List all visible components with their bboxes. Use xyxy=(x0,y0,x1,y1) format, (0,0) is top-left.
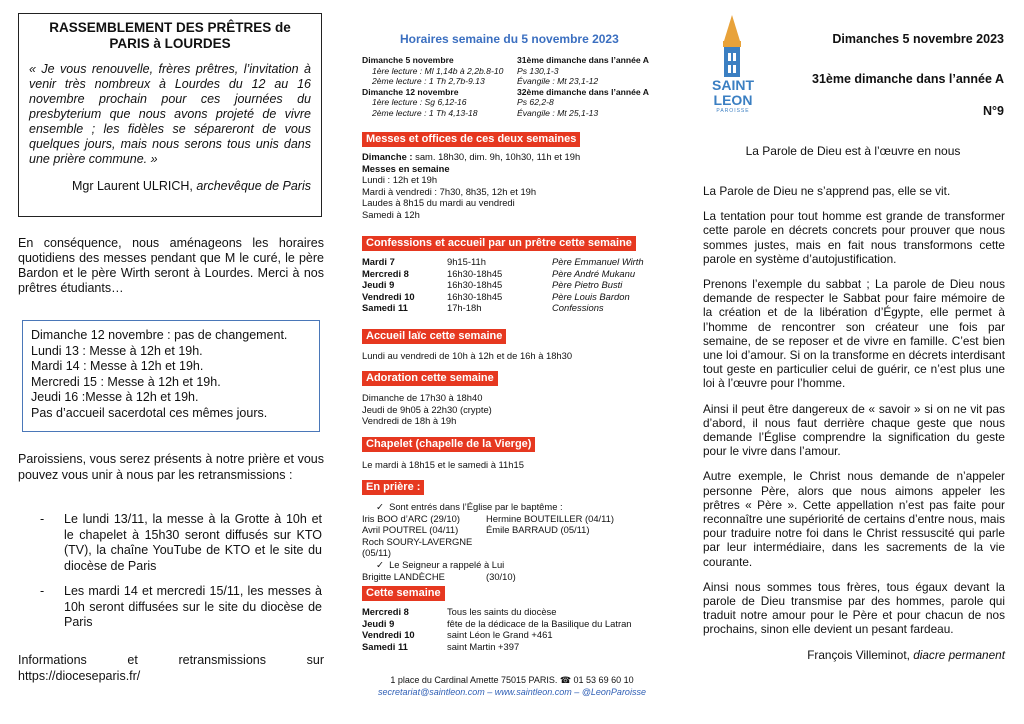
confession-day: Vendredi 10 xyxy=(362,290,415,302)
confession-day: Mercredi 8 xyxy=(362,267,409,279)
reading-line: 2ème lecture : 1 Th 4,13-18 xyxy=(372,107,478,118)
schedule-line: Lundi 13 : Messe à 12h et 19h. xyxy=(31,343,203,358)
confession-priest: Père Pietro Busti xyxy=(552,279,623,291)
bullet-dash: - xyxy=(40,512,45,526)
schedule-line: Dimanche 12 novembre : pas de changement. xyxy=(31,328,288,342)
reading-day: Dimanche 12 novembre xyxy=(362,86,459,97)
mass-line: Mardi à vendredi : 7h30, 8h35, 12h et 19h xyxy=(362,185,537,197)
reading-line: 2ème lecture : 1 Th 2,7b-9.13 xyxy=(372,76,485,86)
reading-line: 1ère lecture : Sg 6,12-16 xyxy=(372,97,467,107)
adoration-line: Vendredi de 18h à 19h xyxy=(362,415,457,427)
confession-time: 9h15-11h xyxy=(447,256,486,267)
reading-psalm: Ps 62,2-8 xyxy=(517,97,554,107)
adoration-line: Dimanche de 17h30 à 18h40 xyxy=(362,392,483,403)
broadcast-intro: Paroissiens, vous serez présents à notre prière et vous pouvez vous unir à nous par les retransmissions : xyxy=(18,452,324,482)
confession-priest: Père André Mukanu xyxy=(552,267,636,279)
info-line xyxy=(18,653,324,684)
schedule-line: Jeudi 16 :Messe à 12h et 19h. xyxy=(31,390,199,404)
confession-time: 16h30-18h45 xyxy=(447,290,503,302)
parish-footer xyxy=(362,674,662,698)
check-icon: ✓ xyxy=(376,558,384,570)
deacon-role: diacre permanent xyxy=(913,647,1005,662)
accueil-text: Lundi au vendredi de 10h à 12h et de 16h à 18h30 xyxy=(362,350,573,361)
archbishop-role: archevêque de Paris xyxy=(196,179,311,193)
mass-line: Lundi : 12h et 19h xyxy=(362,174,438,186)
confession-priest: Père Emmanuel Wirth xyxy=(552,256,644,267)
deceased-intro: Le Seigneur a rappelé à Lui xyxy=(389,558,505,570)
confession-priest: Père Louis Bardon xyxy=(552,290,630,302)
baptized-name: Avril POUTREL (04/11) xyxy=(362,524,459,536)
reading-sunday: 32ème dimanche dans l’année A xyxy=(517,86,649,97)
feast-text: saint Martin +397 xyxy=(447,640,520,652)
mass-line: Samedi à 12h xyxy=(362,208,420,220)
reading-psalm: Ps 130,1-3 xyxy=(517,65,559,76)
editorial-paragraph: Prenons l’exemple du sabbat ; La parole de Dieu nous demande de respecter le Sabbat pour faire mémoire de la création et de la libération d’Égypte, elle permet à l’homme de rencontrer son créateur une fois par semaine, de se reposer et de vivre en famille. C’est bien une loi d’amour. Si on la transforme en décrets interdisant tout geste en particulier celui de guérir, ce n’est plus une loi à l’œuvre pour l’homme. xyxy=(703,277,1005,391)
schedule-box xyxy=(22,320,320,432)
confession-time: 16h30-18h45 xyxy=(447,279,503,291)
masses-block xyxy=(362,151,662,221)
weekday-label: Messes en semaine xyxy=(362,162,450,174)
reading-line: 1ère lecture : Ml 1,14b à 2,2b.8-10 xyxy=(372,65,504,76)
archbishop-signature xyxy=(29,179,311,193)
section-heading-accueil: Accueil laïc cette semaine xyxy=(362,329,506,344)
editorial-body xyxy=(703,184,1005,662)
feast-day: Jeudi 9 xyxy=(362,617,395,629)
lourdes-box-title: RASSEMBLEMENT DES PRÊTRES de PARIS à LOURDES xyxy=(49,20,291,51)
feast-day: Mercredi 8 xyxy=(362,606,409,617)
section-heading-chapelet: Chapelet (chapelle de la Vierge) xyxy=(362,437,535,452)
reading-gospel: Évangile : Mt 25,1-13 xyxy=(517,107,599,118)
baptized-name: Hermine BOUTEILLER (04/11) xyxy=(486,512,614,524)
archbishop-quote: « Je vous renouvelle, frères prêtres, l’invitation à venir très nombreux à Lourdes du 12 au 16 novembre prochain pour ces journées du presbyterium que nous avons projeté de vivre ensemble ; les fidèles se sépareront de vous quelques jours, mais nous serons tous unis dans une prière commune. » xyxy=(29,62,311,166)
logo-small: PAROISSE xyxy=(716,108,750,114)
lourdes-box xyxy=(18,13,322,217)
archbishop-name: Mgr Laurent ULRICH, xyxy=(71,179,193,193)
parish-logo-text xyxy=(703,78,763,115)
deacon-name: François Villeminot, xyxy=(807,647,910,662)
info-word: et xyxy=(127,653,138,667)
editorial-paragraph: La Parole de Dieu ne s’apprend pas, elle se vit. xyxy=(703,184,951,198)
schedule-line: Pas d’accueil sacerdotal ces mêmes jours. xyxy=(31,405,268,420)
baptism-intro: Sont entrés dans l’Église par le baptême : xyxy=(389,501,563,512)
liturgical-sunday: 31ème dimanche dans l’année A xyxy=(812,72,1004,86)
chapelet-text: Le mardi à 18h15 et le samedi à 11h15 xyxy=(362,459,524,470)
editorial-paragraph: Autre exemple, le Christ nous demande de n’appeler personne Père, alors que nous aimons appeler les prêtres « Père ». Cette appellation n’est pas faite pour reconnaître une supériorité de certains d’entre nous, mais pour traduire notre foi dans le Christ ressuscité qui parle par leur intermédiaire, dans les sacrements de la vie courante. xyxy=(703,469,1005,569)
editorial-signature xyxy=(703,648,1005,662)
section-heading-semaine: Cette semaine xyxy=(362,586,445,601)
priere-block xyxy=(362,501,662,582)
baptized-name xyxy=(486,536,646,559)
broadcast-item-text: Le lundi 13/11, la messe à la Grotte à 10h et le chapelet à 15h30 seront diffusés sur KTO (TV), la chaîne YouTube de KTO et le site du diocèse de Paris xyxy=(64,512,322,573)
arrangement-paragraph: En conséquence, nous aménageons les horaires quotidiens des messes pendant que M le curé, le père Bardon et le père Wirth seront à Lourdes. Merci à nos prêtres étudiants… xyxy=(18,236,324,295)
baptized-name: Roch SOURY-LAVERGNE (05/11) xyxy=(362,535,473,559)
feast-day: Vendredi 10 xyxy=(362,629,415,641)
section-heading-masses: Messes et offices de ces deux semaines xyxy=(362,132,580,147)
bullet-dash: - xyxy=(40,584,45,598)
readings-block xyxy=(362,55,672,118)
reading-gospel: Évangile : Mt 23,1-12 xyxy=(517,76,599,86)
sunday-times: sam. 18h30, dim. 9h, 10h30, 11h et 19h xyxy=(412,151,581,162)
section-heading-confessions: Confessions et accueil par un prêtre cette semaine xyxy=(362,236,636,251)
diocese-link[interactable]: https://dioceseparis.fr/ xyxy=(18,668,141,683)
feast-text: saint Léon le Grand +461 xyxy=(447,629,553,641)
feast-day: Samedi 11 xyxy=(362,640,408,652)
reading-sunday: 31ème dimanche dans l’année A xyxy=(517,55,649,65)
parish-links[interactable]: secretariat@saintleon.com – www.saintleon.com – @LeonParoisse xyxy=(378,687,646,697)
week-schedule-header: Horaires semaine du 5 novembre 2023 xyxy=(400,32,619,46)
editorial-paragraph: Ainsi nous sommes tous frères, tous égaux devant la parole de Dieu transmise par des hommes, parole qui traduit notre amour pour le Père et pour chacun de nos prochains, sinon elle devient un pesant fardeau. xyxy=(703,579,1005,637)
confessions-table xyxy=(362,256,662,314)
broadcast-item-text: Les mardi 14 et mercredi 15/11, les messes à 10h seront diffusées sur le site du diocèse de Paris xyxy=(64,584,322,629)
parish-address: 1 place du Cardinal Amette 75015 PARIS. ☎ 01 53 69 60 10 xyxy=(390,675,634,685)
bulletin-number: N°9 xyxy=(983,104,1004,118)
feast-text: Tous les saints du diocèse xyxy=(447,606,557,617)
sunday-label: Dimanche : xyxy=(362,151,413,162)
info-word: retransmissions xyxy=(178,653,266,667)
semaine-table xyxy=(362,606,662,652)
schedule-line: Mardi 14 : Messe à 12h et 19h. xyxy=(31,359,204,373)
adoration-line: Jeudi de 9h05 à 22h30 (crypte) xyxy=(362,403,492,415)
editorial-title: La Parole de Dieu est à l’œuvre en nous xyxy=(745,144,961,158)
confession-time: 17h-18h xyxy=(447,302,482,314)
editorial-paragraph: La tentation pour tout homme est grande de transformer cette parole en décrets concrets pour prouver que nous sommes justes, mais en fait nous transformons cette parole en système d’autojustification. xyxy=(703,209,1005,266)
confession-day: Jeudi 9 xyxy=(362,279,395,291)
logo-line: SAINT xyxy=(712,77,754,93)
deceased-date: (30/10) xyxy=(486,570,516,582)
check-icon: ✓ xyxy=(376,501,384,512)
editorial-paragraph: Ainsi il peut être dangereux de « savoir » si on ne vit pas d’abord, il nous faut derrière chaque geste que nous demande l’Église comprendre la signification du geste pour le vivre dans l’amour. xyxy=(703,401,1005,459)
section-heading-priere: En prière : xyxy=(362,480,424,495)
confession-day: Samedi 11 xyxy=(362,302,408,314)
baptized-name: Émile BARRAUD (05/11) xyxy=(486,524,590,536)
mass-line: Laudes à 8h15 du mardi au vendredi xyxy=(362,197,515,209)
info-word: Informations xyxy=(18,653,87,667)
logo-line: LEON xyxy=(713,92,753,108)
broadcast-list xyxy=(40,512,322,641)
list-item xyxy=(40,512,322,574)
reading-day: Dimanche 5 novembre xyxy=(362,55,454,65)
deceased-name: Brigitte LANDÈCHE xyxy=(362,570,445,582)
bulletin-date: Dimanches 5 novembre 2023 xyxy=(832,32,1004,46)
confession-day: Mardi 7 xyxy=(362,256,395,267)
feast-text: fête de la dédicace de la Basilique du Latran xyxy=(447,617,632,629)
section-heading-adoration: Adoration cette semaine xyxy=(362,371,498,386)
confession-priest: Confessions xyxy=(552,302,604,314)
list-item xyxy=(40,584,322,631)
adoration-block xyxy=(362,392,662,427)
confession-time: 16h30-18h45 xyxy=(447,267,503,279)
baptized-name: Iris BOO d’ARC (29/10) xyxy=(362,512,460,524)
schedule-line: Mercredi 15 : Messe à 12h et 19h. xyxy=(31,374,221,389)
info-word: sur xyxy=(306,653,324,667)
